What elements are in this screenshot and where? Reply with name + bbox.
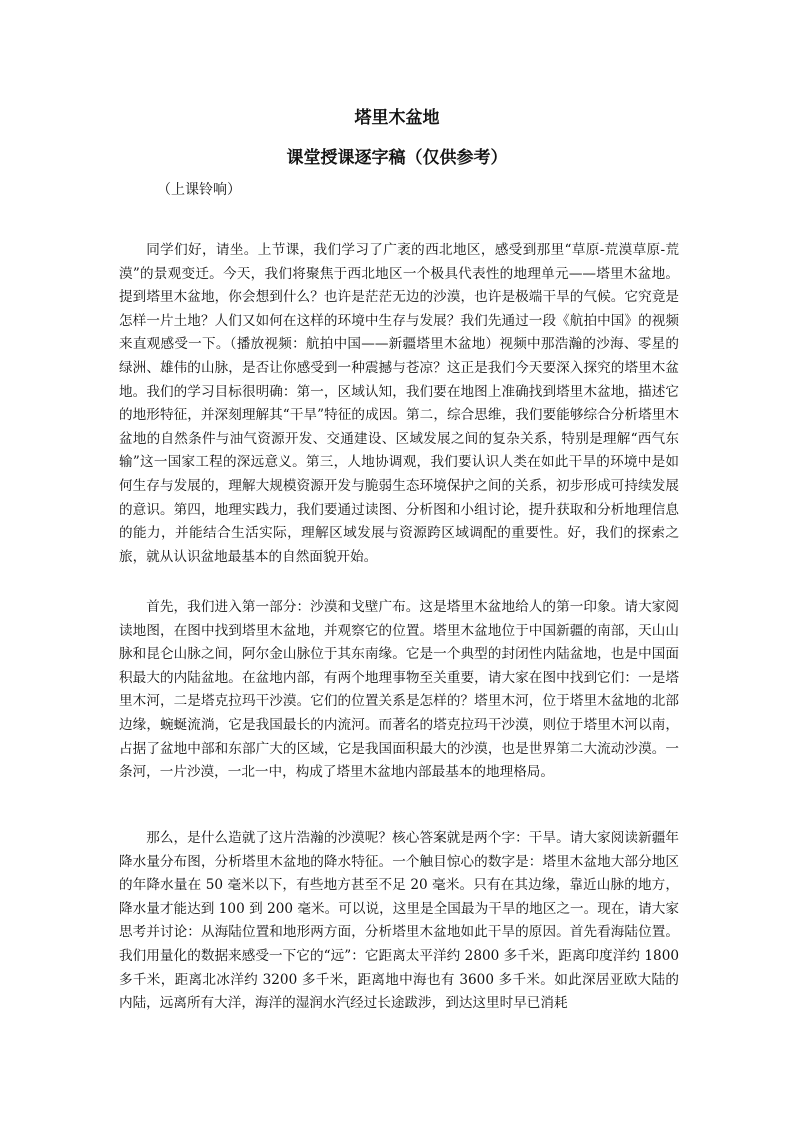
document-subtitle: 课堂授课逐字稿（仅供参考） [286,148,508,168]
paragraph-drought: 那么，是什么造就了这片浩瀚的沙漠呢？核心答案就是两个字：干旱。请大家阅读新疆年降水量分布图，分析塔里木盆地的降水特征。一个触目惊心的数字是：塔里木盆地大部分地区的年降水量在 50 毫米以下，有些地方甚至不足 20 毫米。只有在其边缘，靠近山脉的地方，降水量才能达到 100 到 200 毫米。可以说，这里是全国最为干旱的地区之一。现在，请大家思考并讨论：从海陆位置和地形两方面，分析塔里木盆地如此干旱的原因。首先看海陆位置。我们用量化的数据来感受一下它的“远”：它距离太平洋约 2800 多千米，距离印度洋约 1800 多千米，距离北冰洋约 3200 多千米，距离地中海也有 3600 多千米。如此深居亚欧大陆的内陆，远离所有大洋，海洋的湿润水汽经过长途跋涉，到达这里时早已消耗 [119,830,679,1012]
stage-note: （上课铃响） [157,182,241,198]
paragraph-desert: 首先，我们进入第一部分：沙漠和戈壁广布。这是塔里木盆地给人的第一印象。请大家阅读地图，在图中找到塔里木盆地，并观察它的位置。塔里木盆地位于中国新疆的南部，天山山脉和昆仑山脉之间，阿尔金山脉位于其东南缘。它是一个典型的封闭性内陆盆地，也是中国面积最大的内陆盆地。在盆地内部，有两个地理事物至关重要，请大家在图中找到它们：一是塔里木河，二是塔克拉玛干沙漠。它们的位置关系是怎样的？塔里木河，位于塔里木盆地的北部边缘，蜿蜒流淌，它是我国最长的内流河。而著名的塔克拉玛干沙漠，则位于塔里木河以南，占据了盆地中部和东部广大的区域，它是我国面积最大的沙漠，也是世界第二大流动沙漠。一条河，一片沙漠，一北一中，构成了塔里木盆地内部最基本的地理格局。 [119,599,679,781]
paragraph-intro: 同学们好，请坐。上节课，我们学习了广袤的西北地区，感受到那里“草原-荒漠草原-荒漠”的景观变迁。今天，我们将聚焦于西北地区一个极具代表性的地理单元——塔里木盆地。提到塔里木盆地，你会想到什么？也许是茫茫无边的沙漠，也许是极端干旱的气候。它究竟是怎样一片土地？人们又如何在这样的环境中生存与发展？我们先通过一段《航拍中国》的视频来直观感受一下。（播放视频：航拍中国——新疆塔里木盆地）视频中那浩瀚的沙海、零星的绿洲、雄伟的山脉，是否让你感受到一种震撼与苍凉？这正是我们今天要深入探究的塔里木盆地。我们的学习目标很明确：第一，区域认知，我们要在地图上准确找到塔里木盆地，描述它的地形特征，并深刻理解其“干旱”特征的成因。第二，综合思维，我们要能够综合分析塔里木盆地的自然条件与油气资源开发、交通建设、区域发展之间的复杂关系，特别是理解“西气东输”这一国家工程的深远意义。第三，人地协调观，我们要认识人类在如此干旱的环境中是如何生存与发展的，理解大规模资源开发与脆弱生态环境保护之间的关系，初步形成可持续发展的意识。第四，地理实践力，我们要通过读图、分析图和小组讨论，提升获取和分析地理信息的能力，并能结合生活实际，理解区域发展与资源跨区域调配的重要性。好，我们的探索之旅，就从认识盆地最基本的自然面貌开始。 [119,242,679,565]
document-title: 塔里木盆地 [354,108,440,128]
